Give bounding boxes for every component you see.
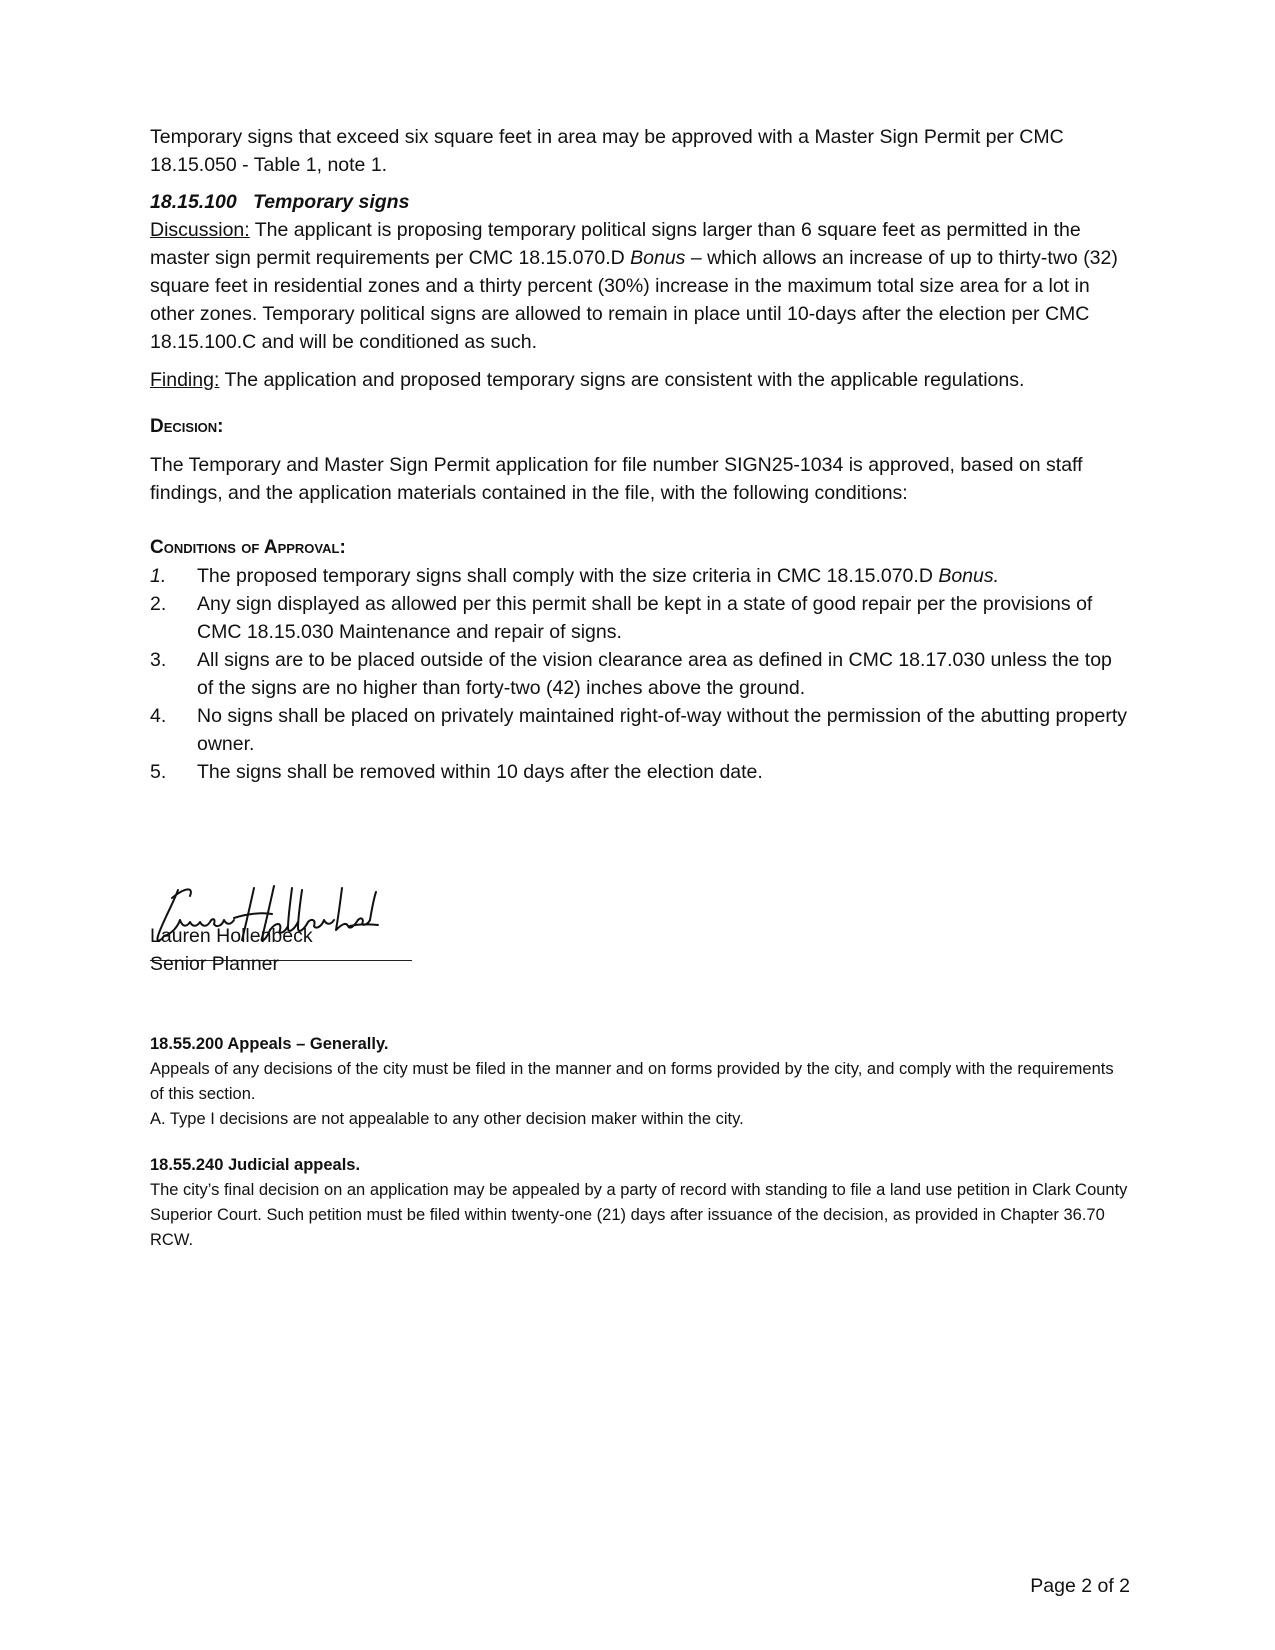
condition-text: Any sign displayed as allowed per this permit shall be kept in a state of good repair per the provisions of CMC 18.15.030 Maintenance and repair of signs. (197, 593, 1093, 643)
condition-number: 3. (150, 649, 167, 671)
finding-label: Finding: (150, 369, 220, 391)
condition-item (150, 646, 1130, 702)
signatory-block (150, 922, 1130, 978)
conditions-section (150, 534, 1130, 786)
finding-text: The application and proposed temporary signs are consistent with the applicable regulations. (219, 369, 1025, 391)
decision-heading: Decision: (150, 416, 224, 437)
discussion-label: Discussion: (150, 219, 250, 241)
signatory-name: Lauren Hollenbeck (150, 925, 313, 947)
section-heading: 18.15.100 Temporary signs (150, 191, 410, 213)
judicial-section (150, 1153, 1130, 1253)
condition-number: 5. (150, 761, 167, 783)
condition-item (150, 702, 1130, 758)
condition-item (150, 590, 1130, 646)
appeals-section (150, 1032, 1130, 1132)
appeals-heading: 18.55.200 Appeals – Generally. (150, 1035, 389, 1053)
judicial-heading: 18.55.240 Judicial appeals. (150, 1156, 361, 1174)
condition-text: The signs shall be removed within 10 days after the election date. (197, 761, 763, 783)
discussion-paragraph (150, 216, 1130, 356)
decision-paragraph: The Temporary and Master Sign Permit application for file number SIGN25-1034 is approved, based on staff findings, and the application materials contained in the file, with the following conditions: (150, 454, 1083, 504)
discussion-italic: Bonus (630, 247, 686, 269)
intro-paragraph: Temporary signs that exceed six square feet in area may be approved with a Master Sign Permit per CMC 18.15.050 - Table 1, note 1. (150, 126, 1064, 176)
page-number: Page 2 of 2 (1030, 1575, 1130, 1597)
condition-text: All signs are to be placed outside of the vision clearance area as defined in CMC 18.17.030 unless the top of the signs are no higher than forty-two (42) inches above the ground. (197, 649, 1112, 699)
condition-number: 2. (150, 593, 167, 615)
condition-text: No signs shall be placed on privately maintained right-of-way without the permission of the abutting property owner. (197, 705, 1128, 755)
decision-section (150, 413, 1130, 507)
condition-number: 4. (150, 705, 167, 727)
condition-item (150, 562, 1130, 590)
finding-paragraph (150, 366, 1130, 394)
condition-item (150, 758, 1130, 786)
appeals-item-a: A. Type I decisions are not appealable to any other decision maker within the city. (150, 1110, 744, 1128)
judicial-paragraph: The city’s final decision on an application may be appealed by a party of record with standing to file a land use petition in Clark County Superior Court. Such petition must be filed within twenty-one (21) days after issuance of the decision, as provided in Chapter 36.70 RCW. (150, 1181, 1128, 1249)
condition-italic: Bonus. (938, 565, 1000, 587)
condition-text: The proposed temporary signs shall comply with the size criteria in CMC 18.15.070.D (197, 565, 939, 587)
conditions-list (150, 562, 1130, 786)
appeals-paragraph: Appeals of any decisions of the city must be filed in the manner and on forms provided by the city, and comply with the requirements of this section. (150, 1060, 1114, 1103)
signatory-title: Senior Planner (150, 953, 279, 975)
condition-number: 1. (150, 565, 167, 587)
conditions-heading: Conditions of Approval: (150, 537, 346, 558)
temporary-signs-section (150, 188, 1130, 394)
intro-section (150, 123, 1130, 179)
discussion-text-2: – which allows an increase of up to thirty-two (32) square feet in residential zones and a thirty percent (30%) increase in the maximum total size area for a lot in other zones. Temporary political signs are allowed to remain in place until 10-days after the election per CMC 18.15.100.C and will be conditioned as such. (150, 247, 1118, 353)
discussion-text-1: The applicant is proposing temporary political signs larger than 6 square feet as permitted in the master sign permit requirements per CMC 18.15.070.D (150, 219, 1081, 269)
